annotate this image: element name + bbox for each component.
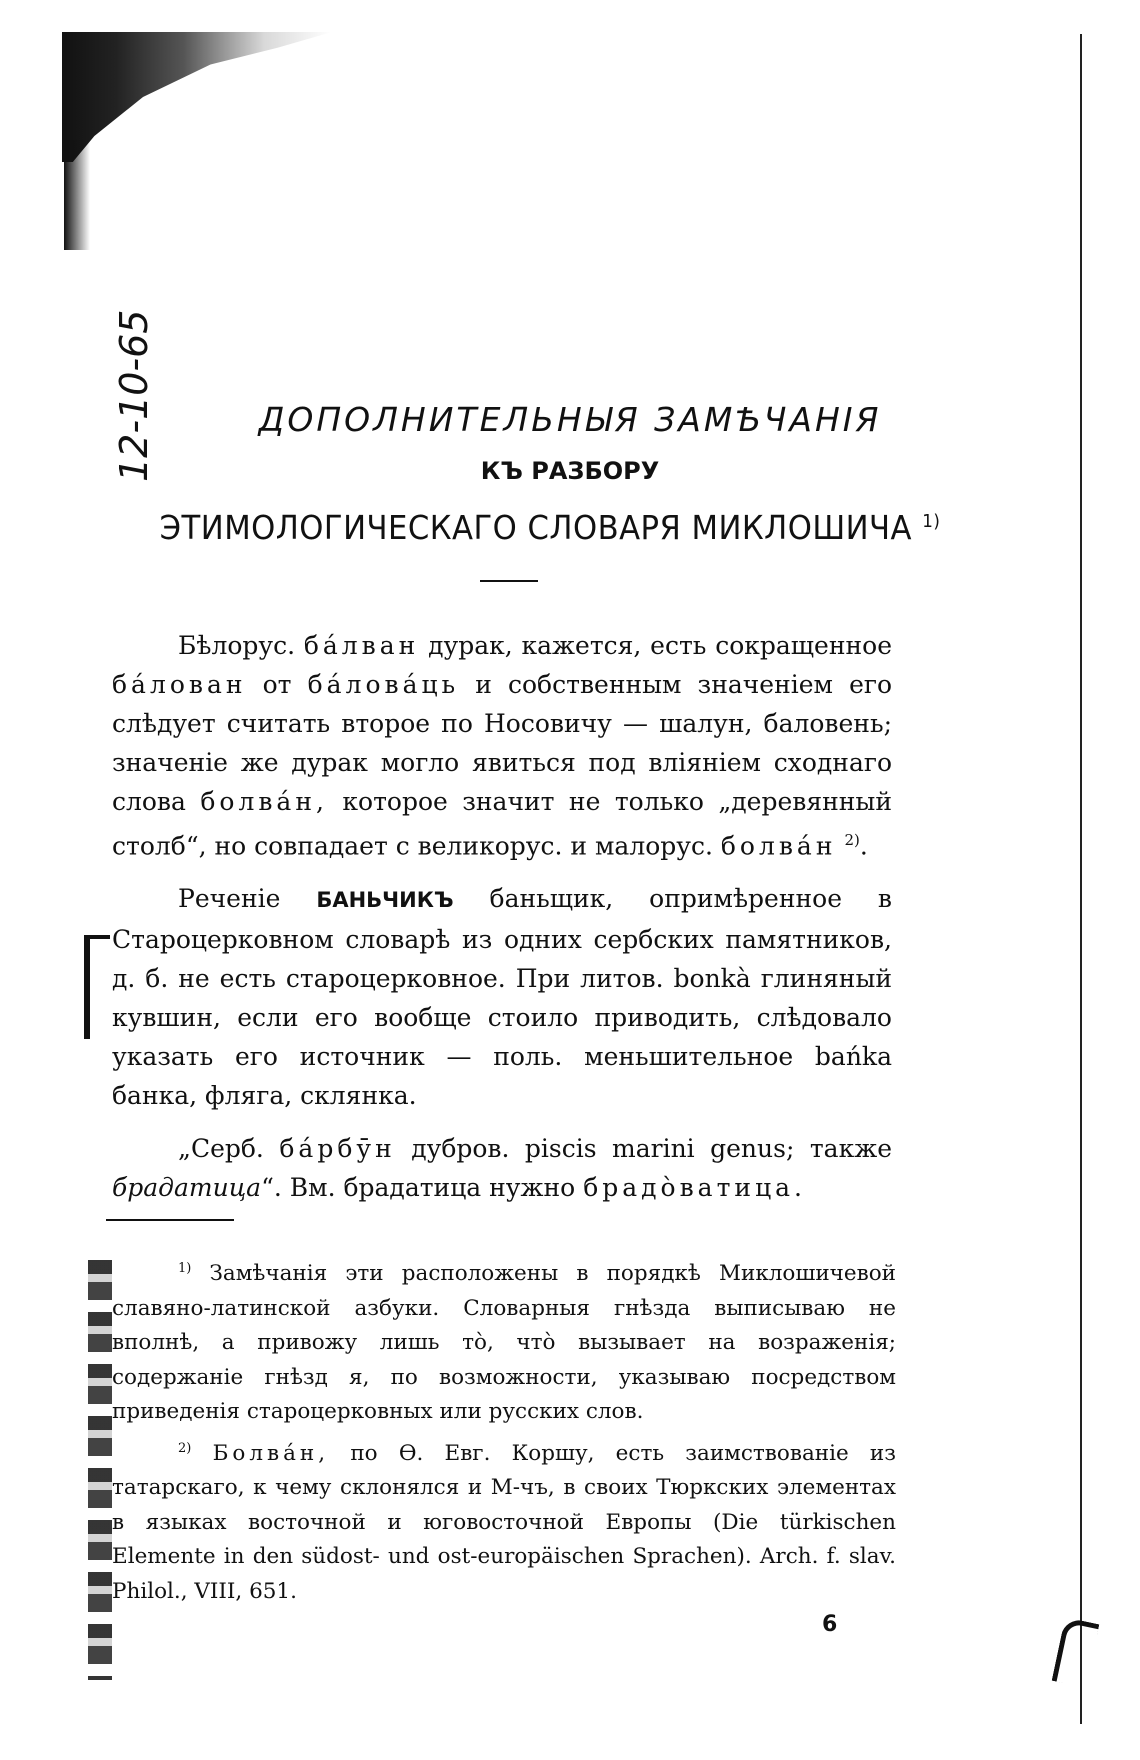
scan-right-edge-line <box>1080 34 1082 1724</box>
p3-text-a: „Серб. <box>178 1134 264 1164</box>
paragraph-1 <box>112 626 892 865</box>
p3-word-bradatica: брадатица <box>112 1173 262 1203</box>
footnote-divider <box>106 1219 234 1221</box>
footnotes <box>112 1252 896 1611</box>
scan-shadow-left-edge <box>64 140 90 250</box>
heading-line-1: ДОПОЛНИТЕЛЬНЫЯ ЗАМѢЧАНІЯ <box>258 400 882 439</box>
p1-word-balovats: бáловáць <box>307 670 460 699</box>
page-number: 6 <box>822 1612 838 1637</box>
p1-text-i: которое значит не только „деревянный столб“, но совпадает с великорус. и малорус. <box>112 787 892 861</box>
p1-footnote-ref: 2) <box>844 831 860 849</box>
p3-word-bradovatica: брадòватица. <box>583 1173 806 1203</box>
scan-shadow-top-left <box>62 32 332 162</box>
scan-shadow-left-bottom <box>88 1260 112 1680</box>
p2-text-c: баньщик, опримѣренное в Староцерковном словарѣ из одних сербских памятников, д. б. не есть староцерковное. При литов. bonkà глиняный кувшин, если его вообще стоило приводить, слѣдовало указать его источник — поль. меньшительное bańka банка, фляга, склянка. <box>112 884 893 1111</box>
p1-word-bolvan-2: болвáн <box>720 831 837 861</box>
p1-text-g: и собственным значеніем его слѣдует считать второе по Носовичу — шалун, баловень; значеніе же дурак могло явиться под вліяніем сходнаго слова <box>112 670 893 816</box>
p1-text-e: от <box>262 670 292 699</box>
p3-text-e: “. Вм. брадатица нужно <box>261 1173 576 1203</box>
footnote-2-text: по Ѳ. Евг. Коршу, есть заимствованіе из татарскаго, к чему склонялся и М-чъ, в своих Тюркских элементах в языках восточной и юговосточной Европы (Die türkischen Elemente in den südost- und ost-europäischen Sprachen). Arch. f. slav. Philol., VIII, 651. <box>112 1440 896 1604</box>
p2-church-slavonic-word: БАНЬЧИКЪ <box>316 888 454 913</box>
body-text <box>112 626 892 1221</box>
p3-word-barbun: бáрбӯн <box>279 1134 396 1164</box>
footnote-1-mark: 1) <box>178 1261 192 1276</box>
footnote-2-mark: 2) <box>178 1440 192 1456</box>
p1-word-balvan: бáлван <box>303 631 420 660</box>
p1-word-bolvan: болвáн, <box>200 787 328 816</box>
title-divider <box>480 580 538 582</box>
scan-bracket-mark <box>84 935 110 1039</box>
heading-line-3 <box>132 508 969 547</box>
heading-line-3-text: ЭТИМОЛОГИЧЕСКАГО СЛОВАРЯ МИКЛОШИЧА <box>159 508 912 547</box>
paragraph-2 <box>112 879 892 1115</box>
p1-text-l: . <box>859 831 868 861</box>
heading-footnote-ref: 1) <box>922 511 941 532</box>
heading-line-2: КЪ РАЗБОРУ <box>480 457 660 485</box>
paragraph-3 <box>112 1129 892 1207</box>
p1-word-balovan: бáлован <box>112 670 247 699</box>
footnote-1 <box>112 1252 896 1430</box>
scan-corner-mark <box>1052 1617 1100 1688</box>
p3-text-c: дубров. piscis marini genus; также <box>411 1134 893 1164</box>
footnote-2 <box>112 1432 896 1610</box>
handwritten-note: 12-10-65 <box>112 309 156 482</box>
p2-text-a: Реченіе <box>178 884 281 914</box>
p1-text-c: дурак, кажется, есть сокращенное <box>428 631 892 660</box>
p1-text-a: Бѣлорус. <box>178 631 296 660</box>
footnote-1-text: Замѣчанія эти расположены в порядкѣ Миклошичевой славяно-латинской азбуки. Словарныя гнѣзда выписываю не вполнѣ, а привожу лишь тò, чтò вызывает на возраженія; содержаніе гнѣзд я, по возможности, указываю посредством приведенія староцерковных или русских слов. <box>112 1261 896 1425</box>
footnote-2-word-bolvan: Болвáн, <box>212 1440 330 1466</box>
